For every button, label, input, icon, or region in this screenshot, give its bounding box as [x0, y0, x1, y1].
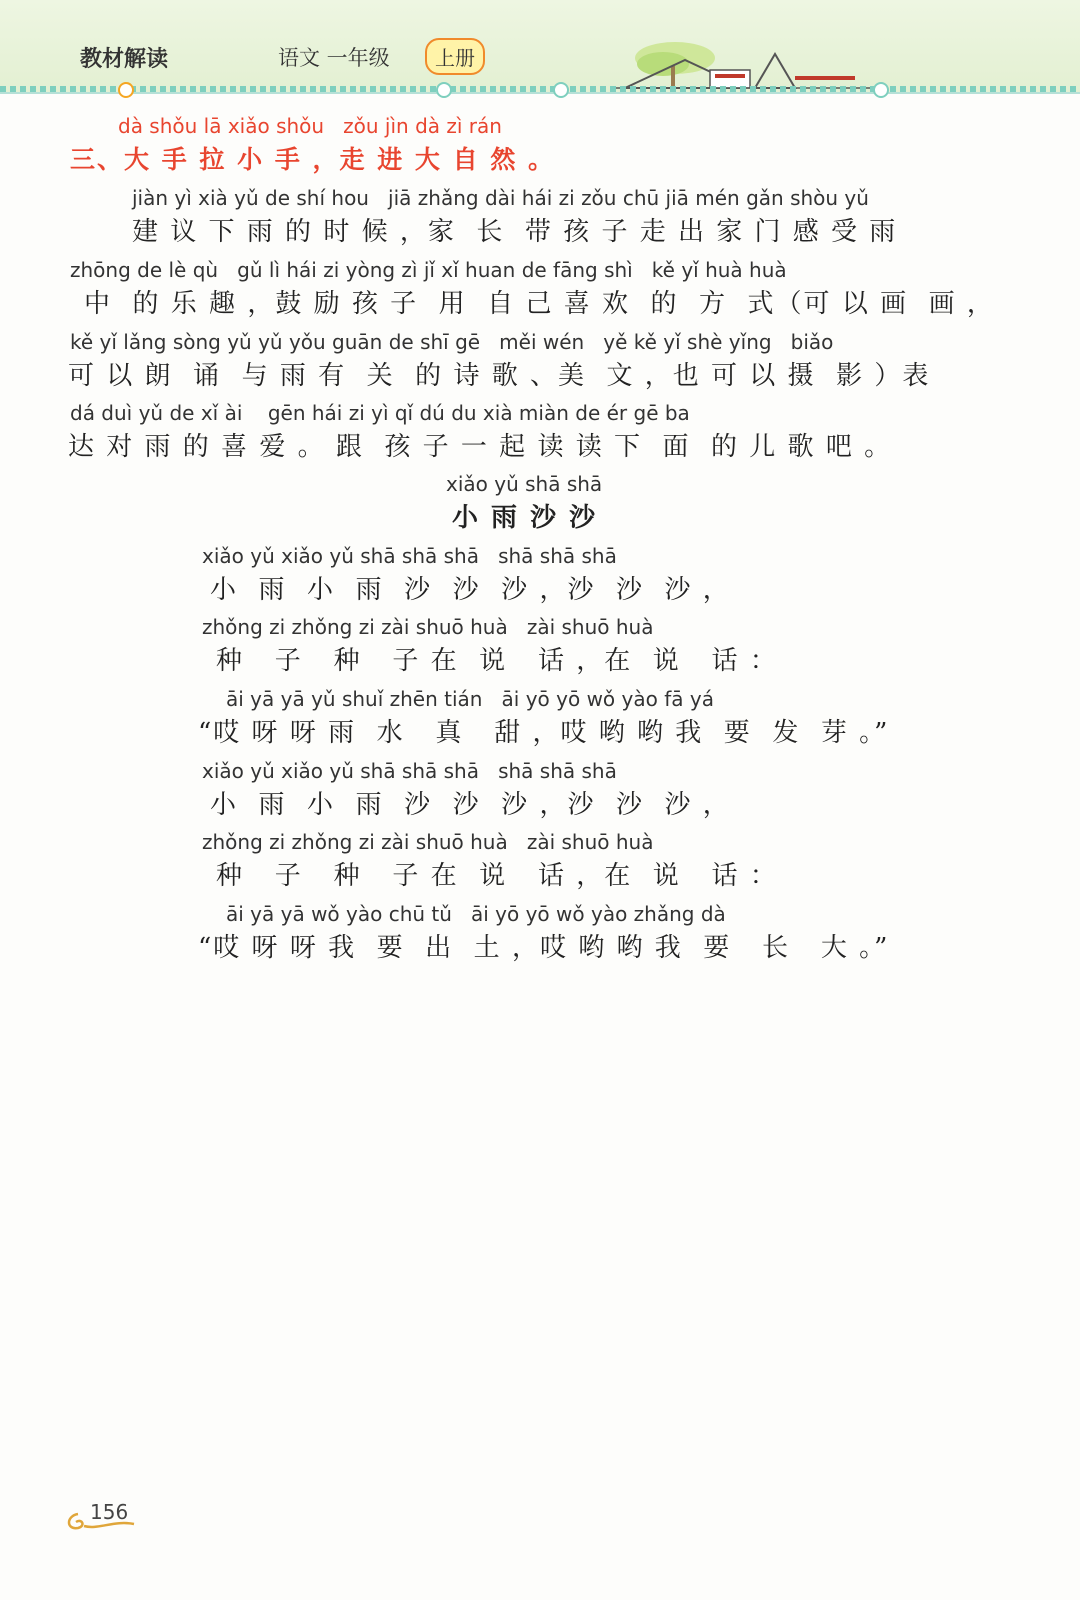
poem-line-pinyin: āi yā yā yǔ shuǐ zhēn tián āi yō yō wǒ yào fā yá — [226, 687, 714, 711]
poem-line-pinyin: zhǒng zi zhǒng zi zài shuō huà zài shuō huà — [202, 830, 654, 854]
paragraph-text: 可 以 朗 诵 与 雨 有 关 的 诗 歌 、美 文 ，也 可 以 摄 影 ）表 — [68, 361, 931, 391]
page-number: 156 — [90, 1500, 129, 1524]
paragraph-text: 建 议 下 雨 的 时 候 ，家 长 带 孩 子 走 出 家 门 感 受 雨 — [132, 217, 898, 247]
paragraph-text: 中 的 乐 趣 ，鼓 励 孩 子 用 自 己 喜 欢 的 方 式（可 以 画 画 ， — [84, 289, 995, 319]
paragraph-pinyin: kě yǐ lǎng sòng yǔ yǔ yǒu guān de shī gē měi wén yě kě yǐ shè yǐng biǎo — [70, 330, 834, 354]
poem-line-pinyin: āi yā yā wǒ yào chū tǔ āi yō yō wǒ yào zhǎng dà — [226, 902, 726, 926]
header-dot — [436, 82, 452, 98]
poem-title: 小 雨 沙 沙 — [452, 503, 598, 533]
house-tree-illustration — [615, 40, 875, 90]
section-title: 三、大 手 拉 小 手 ，走 进 大 自 然 。 — [70, 145, 556, 174]
section-title-pinyin: dà shǒu lā xiǎo shǒu zǒu jìn dà zì rán — [118, 114, 502, 138]
poem-line-pinyin: zhǒng zi zhǒng zi zài shuō huà zài shuō huà — [202, 615, 654, 639]
poem-line: 小 雨 小 雨 沙 沙 沙 ，沙 沙 沙 ， — [210, 790, 731, 820]
book-label: 教材解读 — [80, 47, 169, 72]
header-border-line — [0, 92, 1080, 94]
paragraph-pinyin: zhōng de lè qù gǔ lì hái zi yòng zì jǐ xǐ huan de fāng shì kě yǐ huà huà — [70, 258, 787, 282]
paragraph-pinyin: dá duì yǔ de xǐ ài gēn hái zi yì qǐ dú du xià miàn de ér gē ba — [70, 401, 690, 425]
poem-line: “哎 呀 呀 雨 水 真 甜 ，哎 哟 哟 我 要 发 芽 。” — [198, 718, 890, 748]
paragraph-text: 达 对 雨 的 喜 爱 。 跟 孩 子 一 起 读 读 下 面 的 儿 歌 吧 。 — [68, 432, 893, 462]
header-dot — [118, 82, 134, 98]
subject-grade: 语文 一年级 — [278, 46, 390, 70]
page-header — [0, 0, 1080, 92]
poem-line: “哎 呀 呀 我 要 出 土 ，哎 哟 哟 我 要 长 大 。” — [198, 933, 890, 963]
poem-line: 小 雨 小 雨 沙 沙 沙 ，沙 沙 沙 ， — [210, 575, 731, 605]
paragraph-pinyin: jiàn yì xià yǔ de shí hou jiā zhǎng dài hái zi zǒu chū jiā mén gǎn shòu yǔ — [132, 186, 869, 210]
header-dot — [873, 82, 889, 98]
header-dot — [553, 82, 569, 98]
poem-line-pinyin: xiǎo yǔ xiǎo yǔ shā shā shā shā shā shā — [202, 544, 617, 568]
poem-line: 种 子 种 子 在 说 话 ，在 说 话 ： — [216, 861, 778, 891]
poem-line-pinyin: xiǎo yǔ xiǎo yǔ shā shā shā shā shā shā — [202, 759, 617, 783]
poem-title-pinyin: xiǎo yǔ shā shā — [446, 472, 603, 496]
volume-badge: 上册 — [425, 38, 485, 75]
poem-line: 种 子 种 子 在 说 话 ，在 说 话 ： — [216, 646, 778, 676]
